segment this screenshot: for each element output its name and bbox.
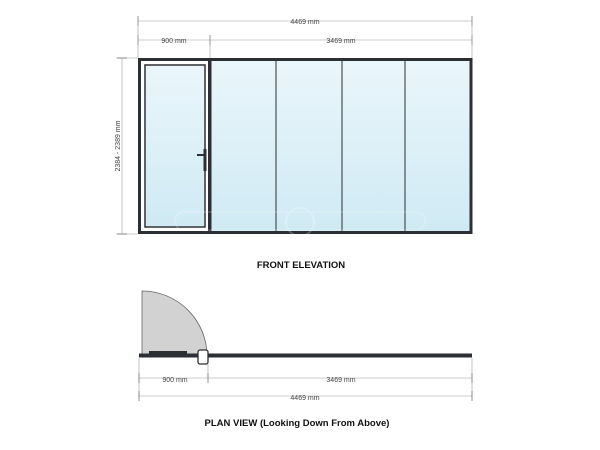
plan-screen-dimension	[208, 373, 472, 384]
elevation-overall-width-label: 4469 mm	[290, 19, 320, 26]
elevation-screen-width-label: 3469 mm	[326, 38, 356, 45]
elevation-overall-dimension	[138, 16, 472, 26]
screen-glass	[211, 59, 471, 233]
elevation-door-width-label: 900 mm	[161, 38, 187, 45]
door-closer	[149, 351, 187, 355]
elevation-screen-dimension	[210, 35, 472, 45]
plan-view-drawing	[139, 291, 472, 364]
door-hinge-point	[198, 350, 208, 364]
plan-overall-dimension	[139, 391, 472, 402]
plan-overall-width-label: 4469 mm	[290, 395, 320, 402]
door-glass	[146, 66, 204, 226]
plan-screen-width-label: 3469 mm	[326, 377, 356, 384]
front-elevation-glazing	[140, 59, 472, 233]
door-swing-arc	[142, 291, 207, 356]
elevation-door-dimension	[138, 35, 210, 45]
elevation-height-label: 2384 - 2389 mm	[115, 120, 122, 172]
plan-door-dimension	[139, 373, 208, 384]
plan-view-title: PLAN VIEW (Looking Down From Above)	[204, 418, 390, 429]
plan-wall	[139, 354, 472, 358]
elevation-height-dimension	[115, 58, 127, 234]
front-elevation-title: FRONT ELEVATION	[256, 260, 346, 271]
plan-door-width-label: 900 mm	[162, 377, 188, 384]
